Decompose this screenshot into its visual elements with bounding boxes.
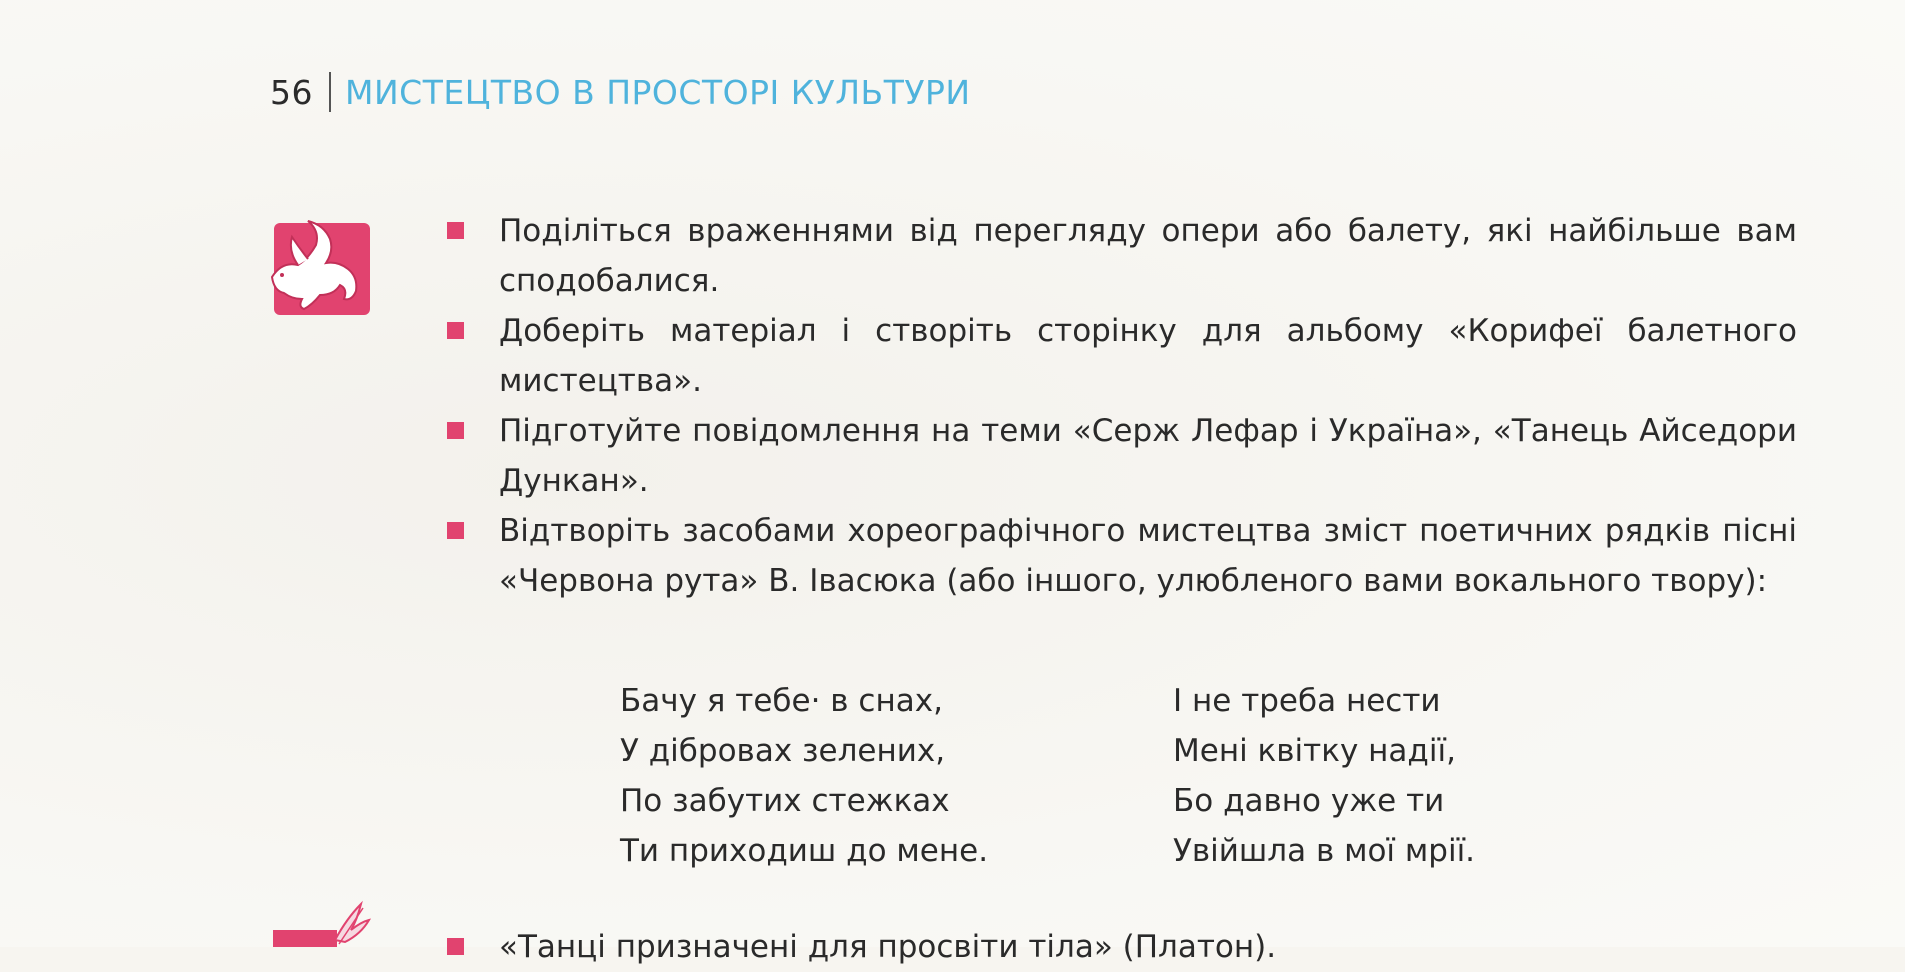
- page-header: [270, 72, 971, 112]
- poem-left-column: [620, 676, 988, 876]
- list-item: [447, 506, 1797, 606]
- header-divider: [329, 72, 331, 112]
- poem-line: Бо давно уже ти: [1173, 783, 1445, 819]
- bullet-square-icon: [447, 222, 464, 239]
- list-item: [447, 206, 1797, 306]
- poem-line: І не треба нести: [1173, 683, 1441, 719]
- poem-line: Бачу я тебе· в снах,: [620, 683, 943, 719]
- bullet-square-icon: [447, 522, 464, 539]
- bullet-square-icon: [447, 422, 464, 439]
- task-text: Доберіть матеріал і створіть сторінку для альбому «Корифеї балетного мистецтва».: [499, 313, 1797, 399]
- quote-text: «Танці призначені для просвіти тіла» (Платон).: [499, 929, 1277, 965]
- task-text: Підготуйте повідомлення на теми «Серж Лефар і Україна», «Танець Айседори Дункан».: [499, 413, 1797, 499]
- task-text: Відтворіть засобами хореографічного мистецтва зміст поетичних рядків пісні «Червона рута» В. Івасюка (або іншого, улюбленого вами вокального твору):: [499, 513, 1797, 599]
- poem-line: По забутих стежках: [620, 783, 950, 819]
- task-text: Поділіться враженнями від перегляду опери або балету, які найбільше вам сподобалися.: [499, 213, 1797, 299]
- poem-line: У дібровах зелених,: [620, 733, 946, 769]
- poem-line: Мені квітку надії,: [1173, 733, 1456, 769]
- feather-icon: [265, 900, 375, 947]
- list-item: [447, 406, 1797, 506]
- bullet-square-icon: [447, 322, 464, 339]
- poem-right-column: [1173, 676, 1475, 876]
- list-item: [447, 306, 1797, 406]
- poem-line: Увійшла в мої мрії.: [1173, 833, 1476, 869]
- section-title: МИСТЕЦТВО В ПРОСТОРІ КУЛЬТУРИ: [345, 72, 971, 112]
- task-list: [447, 206, 1797, 606]
- page-number: 56: [270, 72, 313, 112]
- poem-line: Ти приходиш до мене.: [620, 833, 989, 869]
- pegasus-icon: [258, 215, 370, 315]
- list-item: [447, 922, 1276, 972]
